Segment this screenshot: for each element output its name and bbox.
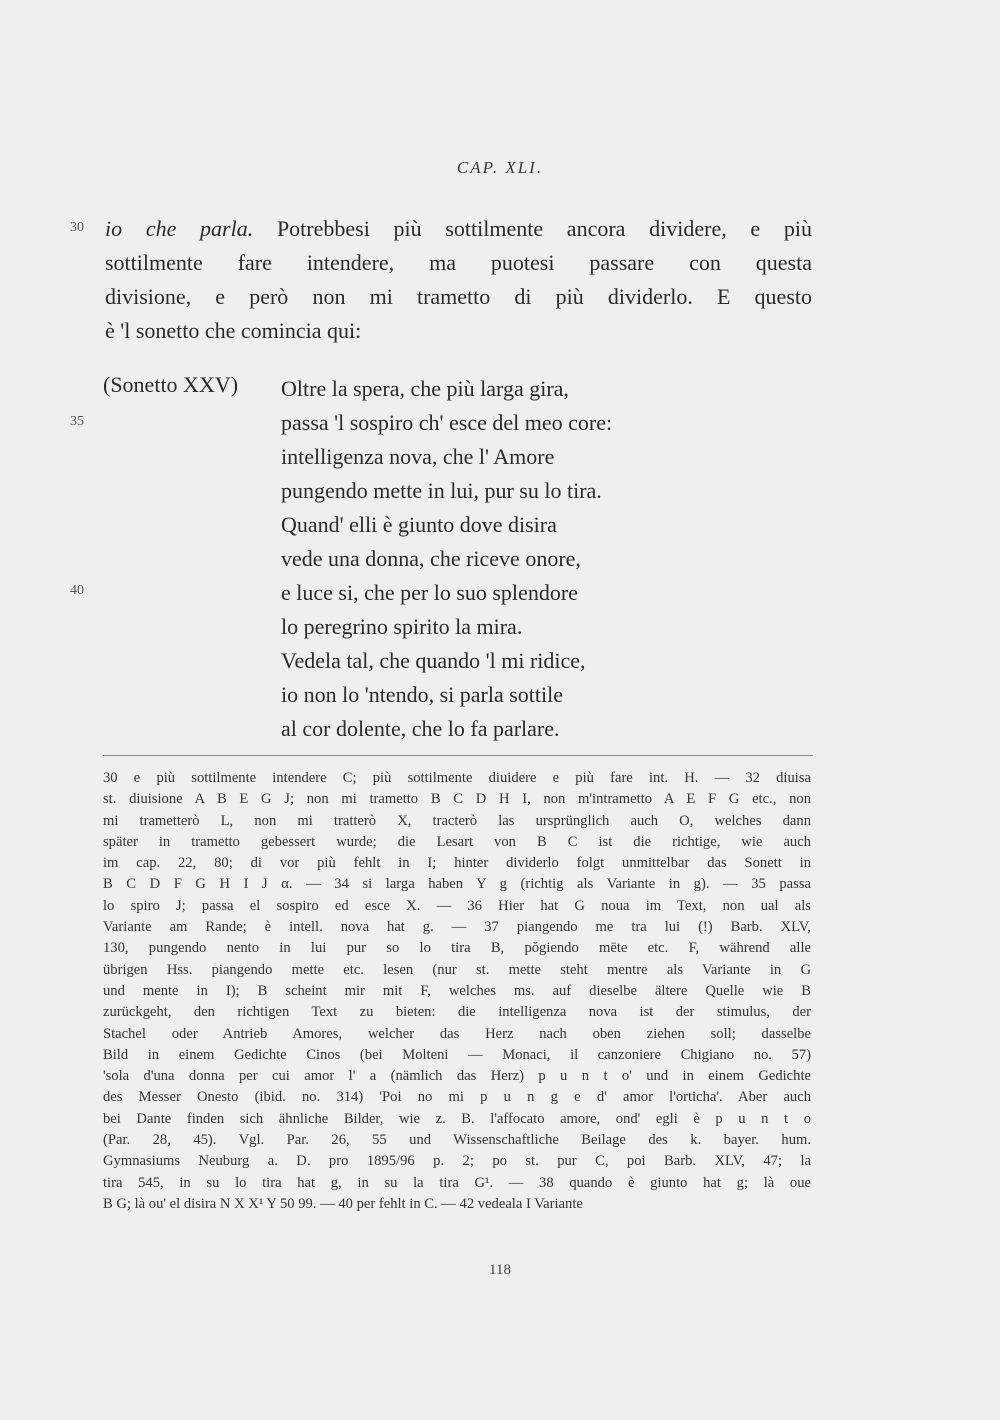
prose-paragraph: [105, 212, 812, 348]
prose-line-4: è 'l sonetto che comincia qui:: [105, 318, 362, 343]
verse-line: Oltre la spera, che più larga gira,: [281, 376, 569, 401]
sonnet-label: (Sonetto XXV): [103, 372, 239, 397]
note-line: B G; là ou' el disira N X X¹ Y 50 99. — 40 per fehlt in C. — 42 vedeala I Variante: [103, 1195, 583, 1212]
verse-line: Quand' elli è giunto dove disira: [281, 512, 557, 537]
note-line: B C D F G H I J α. — 34 si larga haben Y g (richtig als Variante in g). — 35 passa: [103, 876, 811, 893]
verse-line: io non lo 'ntendo, si parla sottile: [281, 682, 563, 707]
verse-line: e luce si, che per lo suo splendore: [281, 580, 578, 605]
footnote-divider: [103, 755, 813, 756]
note-line: später in trametto gebessert wurde; die Lesart von B C ist die richtige, wie auch: [103, 833, 811, 850]
verse-line: vede una donna, che riceve onore,: [281, 546, 581, 571]
note-line: übrigen Hss. piangendo mette etc. lesen (nur st. mette steht mentre als Variante in G: [103, 961, 811, 978]
prose-line-1-rest: Potrebbesi più sottilmente ancora dividere, e più: [276, 216, 812, 241]
page-number: 118: [489, 1262, 511, 1278]
note-line: mi trametterò L, non mi tratterò X, tracterò las ursprünglich auch O, welches dann: [103, 812, 811, 829]
sonnet-verses: [281, 372, 612, 746]
note-line: im cap. 22, 80; di vor più fehlt in I; hinter dividerlo folgt unmittelbar das Sonett in: [103, 855, 811, 872]
prose-italic-lead: io che parla.: [105, 216, 254, 241]
verse-line: passa 'l sospiro ch' esce del meo core:: [281, 410, 613, 435]
prose-line-1: [105, 212, 812, 246]
note-line: st. diuisione A B E G J; non mi trametto B C D H I, non m'intrametto A E F G etc., non: [103, 791, 811, 808]
note-line: (Par. 28, 45). Vgl. Par. 26, 55 und Wissenschaftliche Beilage des k. bayer. hum.: [103, 1132, 811, 1149]
margin-line-number-35: 35: [70, 414, 84, 429]
note-line: 30 e più sottilmente intendere C; più sottilmente diuidere e più fare int. H. — 32 diuisa: [103, 770, 811, 786]
verse-line: pungendo mette in lui, pur su lo tira.: [281, 478, 602, 503]
verse-line: intelligenza nova, che l' Amore: [281, 444, 555, 469]
note-line: zurückgeht, den richtigen Text zu bieten: die intelligenza nova ist der stimulus, der: [103, 1004, 811, 1021]
margin-line-number-40: 40: [70, 583, 84, 598]
note-line: lo spiro J; passa el sospiro ed esce X. — 36 Hier hat G noua im Text, non ual als: [103, 897, 811, 914]
note-line: und mente in I); B scheint mir mit F, welches ms. auf dieselbe ältere Quelle wie B: [103, 982, 811, 999]
note-line: 'sola d'una donna per cui amor l' a (nämlich das Herz) p u n t o' und in einem Gedichte: [103, 1068, 811, 1085]
note-line: Gymnasiums Neuburg a. D. pro 1895/96 p. 2; po st. pur C, poi Barb. XLV, 47; la: [103, 1153, 811, 1170]
prose-line-3: divisione, e però non mi trametto di più dividerlo. E questo: [105, 284, 812, 309]
margin-line-number-30: 30: [70, 220, 84, 235]
note-line: bei Dante finden sich ähnliche Bilder, wie z. B. l'affocato amore, ond' egli è p u n t o: [103, 1110, 811, 1127]
critical-apparatus-notes: [103, 768, 811, 1215]
verse-line: al cor dolente, che lo fa parlare.: [281, 716, 560, 741]
note-line: Stachel oder Antrieb Amores, welcher das Herz nach oben ziehen soll; dasselbe: [103, 1025, 811, 1042]
verse-line: lo peregrino spirito la mira.: [281, 614, 523, 639]
note-line: des Messer Onesto (ibid. no. 314) 'Poi no mi p u n g e d' amor l'orticha'. Aber auch: [103, 1089, 811, 1106]
prose-line-2: sottilmente fare intendere, ma puotesi passare con questa: [105, 250, 812, 275]
note-line: tira 545, in su lo tira hat g, in su la tira G¹. — 38 quando è giunto hat g; là oue: [103, 1174, 811, 1191]
note-line: 130, pungendo nento in lui pur so lo tira B, pŏgiendo mēte etc. F, während alle: [103, 940, 811, 957]
note-line: Bild in einem Gedichte Cinos (bei Molteni — Monaci, il canzoniere Chigiano no. 57): [103, 1046, 811, 1063]
chapter-header: CAP. XLI.: [456, 158, 544, 177]
note-line: Variante am Rande; è intell. nova hat g. — 37 piangendo me tra lui (!) Barb. XLV,: [103, 919, 811, 936]
verse-line: Vedela tal, che quando 'l mi ridice,: [281, 648, 586, 673]
